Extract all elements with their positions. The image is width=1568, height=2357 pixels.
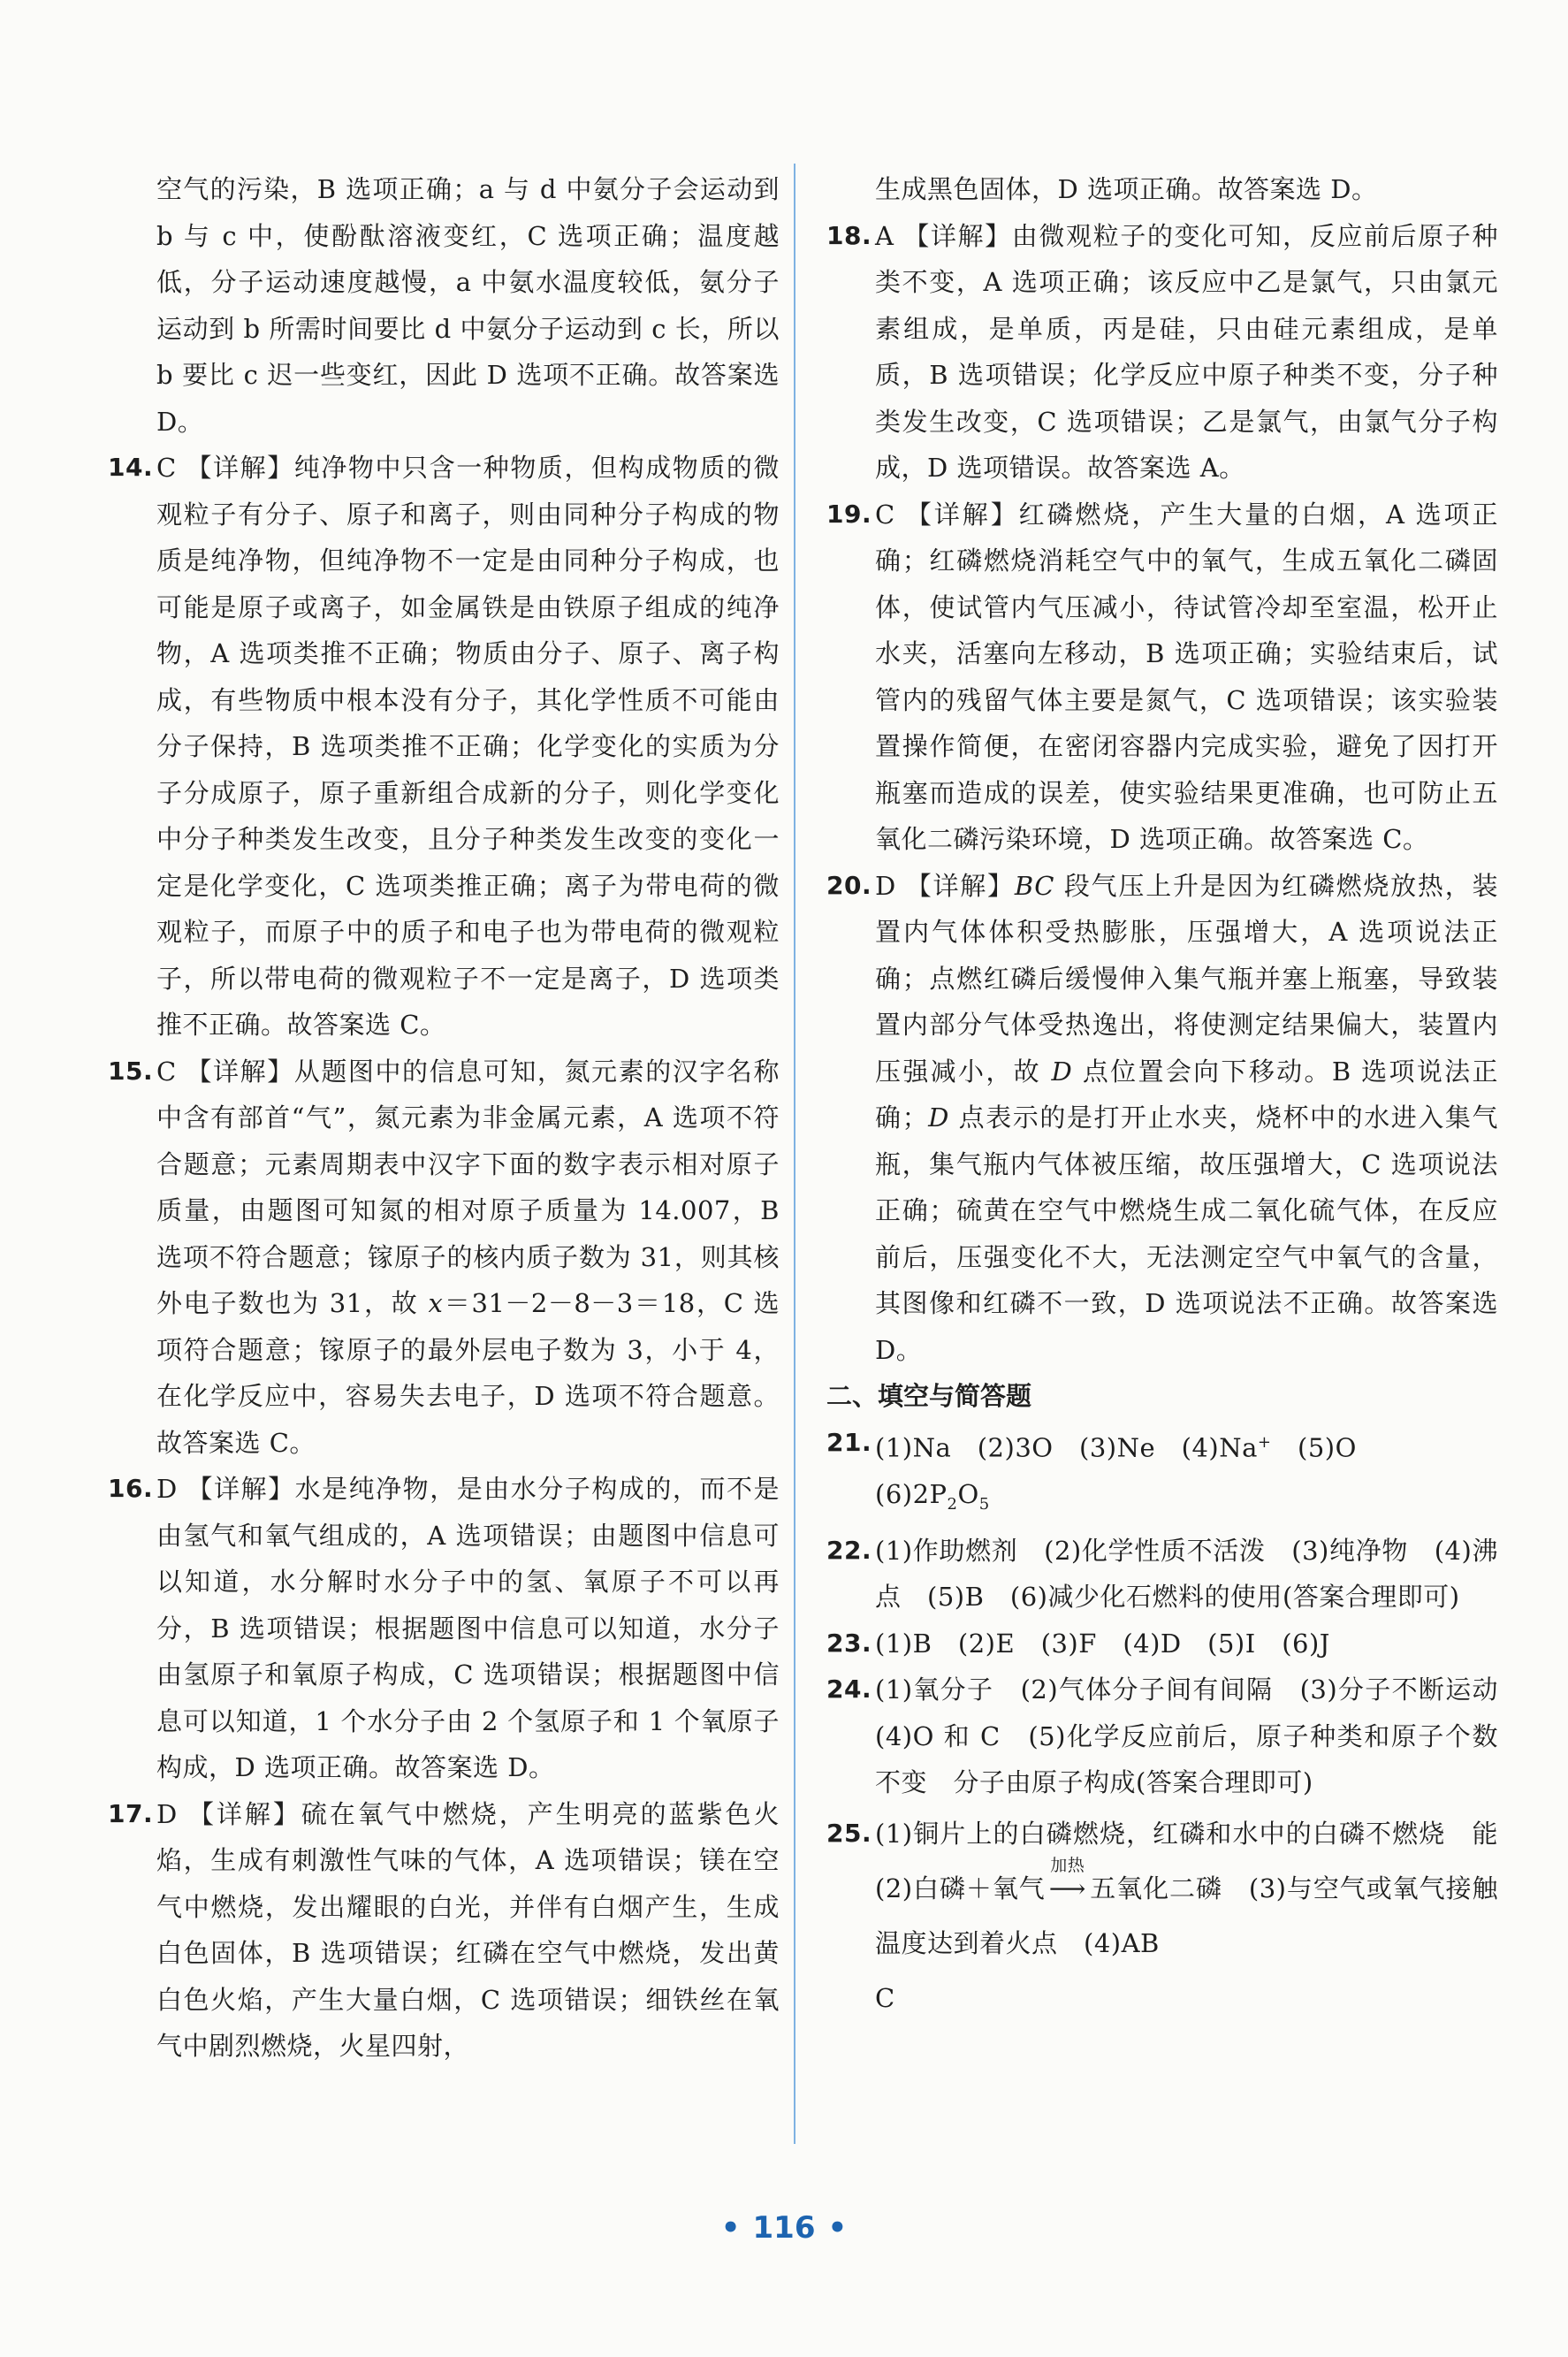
answer-18	[826, 213, 1498, 492]
answer-text: D 【详解】硫在氧气中燃烧，产生明亮的蓝紫色火焰，生成有刺激性气味的气体，A 选项错误；镁在空气中燃烧，发出耀眼的白光，并伴有白烟产生，生成白色固体，B 选项错误；红磷在空气中燃烧，发出黄白色火焰，产生大量白烟，C 选项错误；细铁丝在氧气中剧烈燃烧，火星四射，	[156, 1798, 780, 2061]
section-heading: 二、填空与简答题	[826, 1381, 1032, 1411]
bullet-icon: •	[827, 2210, 848, 2246]
answer-text: 五氧化二磷 (3)与空气或氧气接触 温度达到着火点 (4)AB	[875, 1873, 1525, 1958]
question-number: 20.	[826, 870, 872, 900]
column-divider	[794, 164, 795, 2144]
answer-13-continued: 空气的污染，B 选项正确；a 与 d 中氨分子会运动到 b 与 c 中，使酚酞溶液变红，C 选项正确；温度越低，分子运动速度越慢，a 中氨水温度较低，氨分子运动到 b 所需时间要比 d 中氨分子运动到 c 长，所以 b 要比 c 迟一些变红，因此 D 选项不正确。故答案选 D。	[156, 174, 780, 437]
answer-text: A 【详解】由微观粒子的变化可知，反应前后原子种类不变，A 选项正确；该反应中乙是氯气，只由氯元素组成，是单质，丙是硅，只由硅元素组成，是单质，B 选项错误；化学反应中原子种类不变，分子种类发生改变，C 选项错误；乙是氯气，由氯气分子构成，D 选项错误。故答案选 A。	[875, 220, 1498, 483]
answer-text: 点位置会向下移动。B 选项说法正确；	[875, 1056, 1498, 1133]
question-number: 22.	[826, 1535, 872, 1565]
segment-bc: BC	[1014, 870, 1054, 901]
answer-text: (5)O	[1271, 1432, 1357, 1463]
answer-text: C 【详解】红磷燃烧，产生大量的白烟，A 选项正确；红磷燃烧消耗空气中的氧气，生成五氧化二磷固体，使试管内气压减小，待试管冷却至室温，松开止水夹，活塞向左移动，B 选项正确；实验结束后，试管内的残留气体主要是氮气，C 选项错误；该实验装置操作简便，在密闭容器内完成实验，避免了因打开瓶塞而造成的误差，使实验结果更准确，也可防止五氧化二磷污染环境，D 选项正确。故答案选 C。	[875, 499, 1498, 854]
question-number: 25.	[826, 1818, 872, 1848]
answer-text: (1)氧分子 (2)气体分子间有间隔 (3)分子不断运动 (4)O 和 C (5)化学反应前后，原子种类和原子个数不变 分子由原子构成(答案合理即可)	[875, 1674, 1525, 1798]
subscript: 5	[978, 1494, 990, 1514]
question-number: 21.	[826, 1427, 872, 1457]
left-column	[108, 166, 780, 2070]
answer-line-1	[875, 1420, 1498, 1471]
answer-20	[826, 863, 1498, 1374]
reaction-arrow	[1046, 1855, 1090, 1916]
answer-22	[826, 1528, 1498, 1621]
answer-text: C 【详解】从题图中的信息可知，氮元素的汉字名称中含有部首“气”，氮元素为非金属元素，A 选项不符合题意；元素周期表中汉字下面的数字表示相对原子质量，由题图可知氮的相对原子质量为 14.007，B 选项不符合题意；镓原子的核内质子数为 31，则其核外电子数也为 31，故	[156, 1056, 780, 1318]
right-column	[826, 166, 1525, 2025]
formula-text: O	[957, 1478, 979, 1509]
answer-text: (1)作助燃剂 (2)化学性质不活泼 (3)纯净物 (4)沸点 (5)B (6)减少化石燃料的使用(答案合理即可)	[875, 1535, 1498, 1613]
answer-text: (1)铜片上的白磷燃烧，红磷和水中的白磷不燃烧 能 (2)白磷＋氧气	[875, 1818, 1525, 1903]
answer-line-2	[875, 1471, 1498, 1528]
answer-text: D 【详解】水是纯净物，是由水分子构成的，而不是由氢气和氧气组成的，A 选项错误；由题图中信息可以知道，水分解时水分子中的氢、氧原子不可以再分，B 选项错误；根据题图中信息可以知道，水分子由氢原子和氧原子构成，C 选项错误；根据题图中信息可以知道，1 个水分子由 2 个氢原子和 1 个氧原子构成，D 选项正确。故答案选 D。	[156, 1474, 780, 1782]
question-number: 24.	[826, 1674, 872, 1705]
formula-text: (6)2P	[875, 1478, 948, 1509]
page-number	[0, 2210, 1568, 2246]
answer-text: (1)Na (2)3O (3)Ne (4)Na	[875, 1432, 1258, 1463]
answer-19	[826, 492, 1498, 863]
answer-23	[826, 1621, 1498, 1667]
answer-text: (1)B (2)E (3)F (4)D (5)I (6)J	[875, 1628, 1330, 1659]
answer-14	[108, 445, 780, 1049]
answer-24	[826, 1667, 1525, 1806]
answer-17-continued: 生成黑色固体，D 选项正确。故答案选 D。	[875, 174, 1378, 204]
page-number-text: 116	[752, 2210, 816, 2246]
subscript: 2	[947, 1494, 958, 1514]
question-number: 17.	[108, 1798, 154, 1828]
point-d: D	[928, 1102, 949, 1133]
bullet-icon: •	[720, 2210, 741, 2246]
variable-x: x	[428, 1288, 444, 1318]
arrow-icon: ⟶	[1048, 1873, 1086, 1903]
question-number: 16.	[108, 1474, 154, 1503]
answer-25	[826, 1806, 1525, 2025]
question-number: 19.	[826, 499, 872, 529]
answer-text: 段气压上升是因为红磷燃烧放热，装置内气体体积受热膨胀，压强增大，A 选项说法正确；点燃红磷后缓慢伸入集气瓶并塞上瓶塞，导致装置内部分气体受热逸出，将使测定结果偏大，装置内压强减小，故	[875, 870, 1498, 1087]
question-number: 23.	[826, 1628, 872, 1658]
question-number: 18.	[826, 220, 872, 250]
question-number: 15.	[108, 1056, 154, 1086]
answer-21	[826, 1420, 1498, 1528]
answer-text: C 【详解】纯净物中只含一种物质，但构成物质的微观粒子有分子、原子和离子，则由同种分子构成的物质是纯净物，但纯净物不一定是由同种分子构成，也可能是原子或离子，如金属铁是由铁原子组成的纯净物，A 选项类推不正确；物质由分子、原子、离子构成，有些物质中根本没有分子，其化学性质不可能由分子保持，B 选项类推不正确；化学变化的实质为分子分成原子，原子重新组合成新的分子，则化学变化中分子种类发生改变，且分子种类发生改变的变化一定是化学变化，C 选项类推正确；离子为带电荷的微观粒子，而原子中的质子和电子也为带电荷的微观粒子，所以带电荷的微观粒子不一定是离子，D 选项类推不正确。故答案选 C。	[156, 453, 780, 1040]
question-number: 14.	[108, 453, 154, 482]
point-d: D	[1051, 1056, 1073, 1087]
charge-superscript: +	[1257, 1432, 1272, 1452]
answer-text: D 【详解】	[875, 870, 1015, 901]
answer-text: 点表示的是打开止水夹，烧杯中的水进入集气瓶，集气瓶内气体被压缩，故压强增大，C 选项说法正确；硫黄在空气中燃烧生成二氧化硫气体，在反应前后，压强变化不大，无法测定空气中氧气的含量，其图像和红磷不一致，D 选项说法不正确。故答案选 D。	[875, 1102, 1498, 1365]
answer-line-end: C	[875, 1982, 895, 2013]
answer-16	[108, 1466, 780, 1791]
heating-condition: 加热	[1050, 1855, 1085, 1875]
answer-17	[108, 1791, 780, 2070]
answer-15	[108, 1049, 780, 1467]
answer-text: ＝31－2－8－3＝18，C 选项符合题意；镓原子的最外层电子数为 3，小于 4，在化学反应中，容易失去电子，D 选项不符合题意。故答案选 C。	[156, 1288, 780, 1458]
